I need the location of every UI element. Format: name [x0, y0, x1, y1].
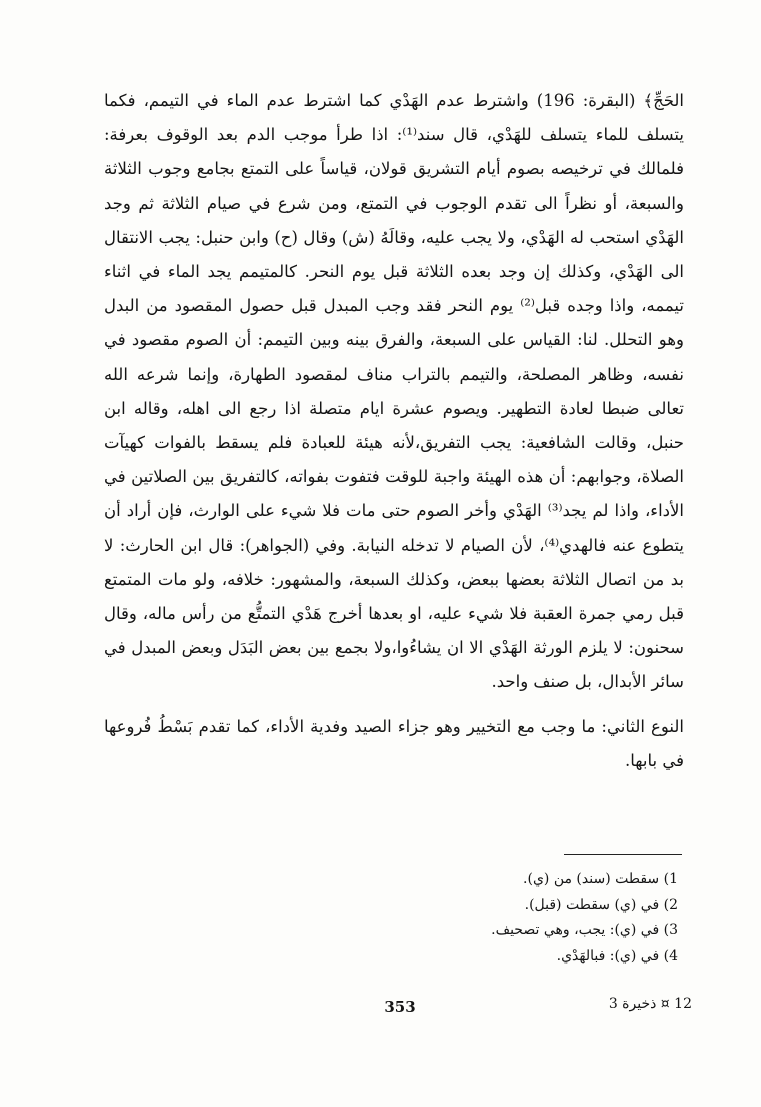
footnotes [330, 867, 678, 969]
footnote-2: 2) في (ي) سقطت (قبل). [524, 896, 678, 913]
paragraph-1: الحَجِّ﴾ (البقرة: 196) واشترط عدم الهَدْي كما اشترط عدم الماء في التيمم، فكما يتسلف للماء يتسلف للهَدْي، قال سند⁽¹⁾: اذا طرأ موجب الدم بعد الوقوف بعرفة: فلمالك في ترخيصه بصوم أيام التشريق قولان، قياساً على التمتع بجامع وجوب الثلاثة والسبعة، أو نظراً الى تقدم الوجوب في التمتع، ومن شرع في صيام الثلاثة ثم وجد الهَدْي استحب له الهَدْي، ولا يجب عليه، وقالَهُ (ش) وقال (ح) وابن حنبل: يجب الانتقال الى الهَدْي، وكذلك إن وجد بعده الثلاثة قبل يوم النحر. كالمتيمم يجد الماء في اثناء تيممه، واذا وجده قبل⁽²⁾ يوم النحر فقد وجب المبدل قبل حصول المقصود من البدل وهو التحلل. لنا: القياس على السبعة، والفرق بينه وبين التيمم: أن الصوم مقصود في نفسه، وظاهر المصلحة، والتيمم بالتراب مناف لمقصود الطهارة، وإنما شرعه الله تعالى ضبطا لعادة التطهير. ويصوم عشرة ايام متصلة اذا رجع الى اهله، وقاله ابن حنبل، وقالت الشافعية: يجب التفريق،لأنه هيئة للعبادة فلم يسقط بالفوات كهيآت الصلاة، وجوابهم: أن هذه الهيئة واجبة للوقت فتفوت بفواته، كالتفريق بين الصلاتين في الأداء، واذا لم يجد⁽³⁾ الهَدْي وأخر الصوم حتى مات فلا شيء على الوارث، فإن أراد أن يتطوع عنه فالهدي⁽⁴⁾، لأن الصيام لا تدخله النيابة. وفي (الجواهر): قال ابن الحارث: لا بد من اتصال الثلاثة بعضها ببعض، وكذلك السبعة، والمشهور: خلافه، ولو مات المتمتع قبل رمي جمرة العقبة فلا شيء عليه، او بعدها أخرج هَدْي التمتُّع من رأس ماله، وقال سحنون: لا يلزم الورثة الهَدْي الا ان يشاءُوا،ولا بجمع بين بعض البَدَل وبعض المبدل في سائر الأبدال، بل صنف واحد. [104, 91, 685, 692]
footnote-3: 3) في (ي): يجب، وهي تصحيف. [491, 922, 678, 938]
paragraph-2: النوع الثاني: ما وجب مع التخيير وهو جزاء الصيد وفدية الأداء، كما تقدم بَسْطُ فُروعها في بابها. [104, 716, 684, 770]
page-number: 353 [384, 998, 416, 1016]
signature-mark: 12 ¤ ذخيرة 3 [608, 996, 692, 1012]
footnote-separator [564, 854, 682, 855]
footnote-1: 1) سقطت (سند) من (ي). [523, 871, 678, 887]
footnote-4: 4) في (ي): فبالهَدْي. [556, 947, 678, 964]
main-text [104, 84, 684, 778]
